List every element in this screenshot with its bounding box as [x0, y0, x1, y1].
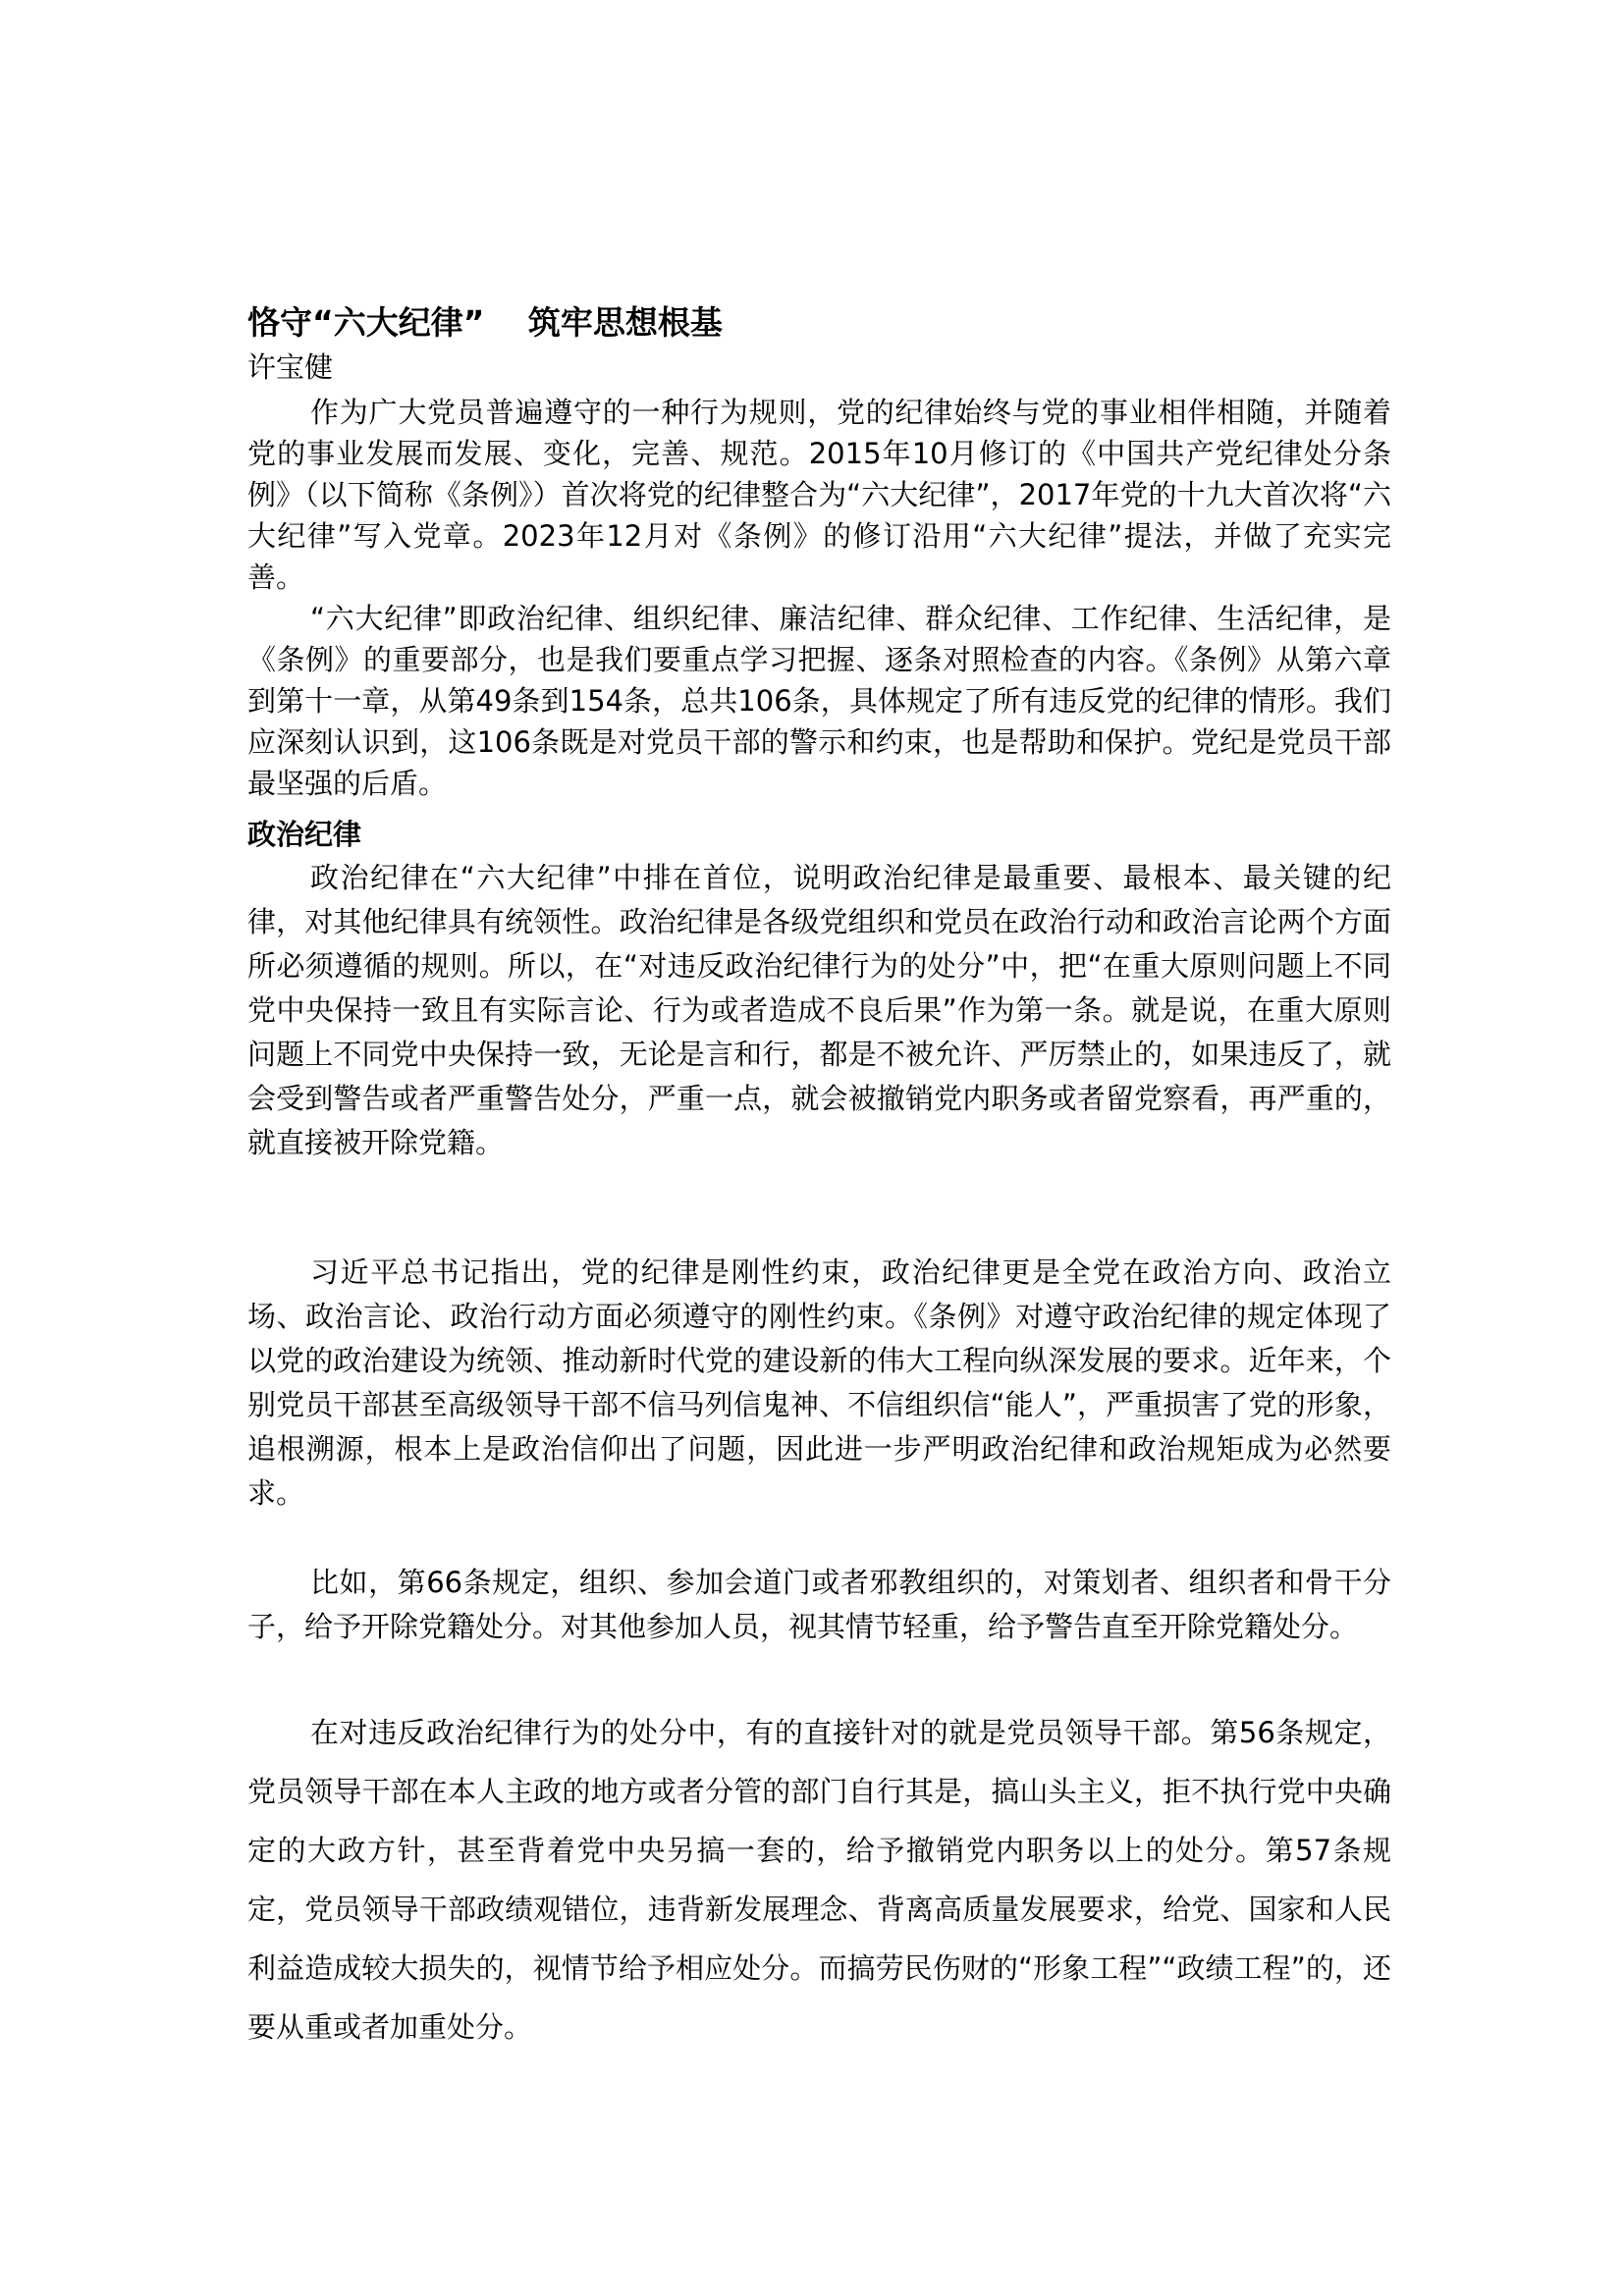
article-title: 恪守“六大纪律” 筑牢思想根基 — [247, 303, 723, 342]
paragraph-political-discipline: 政治纪律在“六大纪律”中排在首位，说明政治纪律是最重要、最根本、最关键的纪律，对其他纪律具有统领性。政治纪律是各级党组织和党员在政治行动和政治言论两个方面所必须遵循的规则。所以，在“对违反政治纪律行为的处分”中，把“在重大原则问题上不同党中央保持一致且有实际言论、行为或者造成不良后果”作为第一条。就是说，在重大原则问题上不同党中央保持一致，无论是言和行，都是不被允许、严厉禁止的，如果违反了，就会受到警告或者严重警告处分，严重一点，就会被撤销党内职务或者留党察看，再严重的，就直接被开除党籍。 — [247, 861, 1391, 1159]
section-heading-political: 政治纪律 — [247, 818, 362, 851]
paragraph-xi-remarks: 习近平总书记指出，党的纪律是刚性约束，政治纪律更是全党在政治方向、政治立场、政治言论、政治行动方面必须遵守的刚性约束。《条例》对遵守政治纪律的规定体现了以党的政治建设为统领、推动新时代党的建设新的伟大工程向纵深发展的要求。近年来，个别党员干部甚至高级领导干部不信马列信鬼神、不信组织信“能人”，严重损害了党的形象，追根溯源，根本上是政治信仰出了问题，因此进一步严明政治纪律和政治规矩成为必然要求。 — [247, 1255, 1391, 1510]
paragraph-six-disciplines: “六大纪律”即政治纪律、组织纪律、廉洁纪律、群众纪律、工作纪律、生活纪律，是《条例》的重要部分，也是我们要重点学习把握、逐条对照检查的内容。《条例》从第六章到第十一章，从第49条到154条，总共106条，具体规定了所有违反党的纪律的情形。我们应深刻认识到，这106条既是对党员干部的警示和约束，也是帮助和保护。党纪是党员干部最坚强的后盾。 — [247, 602, 1391, 800]
paragraph-intro: 作为广大党员普遍遵守的一种行为规则，党的纪律始终与党的事业相伴相随，并随着党的事业发展而发展、变化，完善、规范。2015年10月修订的《中国共产党纪律处分条例》（以下简称《条例》）首次将党的纪律整合为“六大纪律”，2017年党的十九大首次将“六大纪律”写入党章。2023年12月对《条例》的修订沿用“六大纪律”提法，并做了充实完善。 — [247, 396, 1391, 594]
article-author: 许宝健 — [247, 350, 334, 384]
paragraph-article-56-57: 在对违反政治纪律行为的处分中，有的直接针对的就是党员领导干部。第56条规定，党员领导干部在本人主政的地方或者分管的部门自行其是，搞山头主义，拒不执行党中央确定的大政方针，甚至背着党中央另搞一套的，给予撤销党内职务以上的处分。第57条规定，党员领导干部政绩观错位，违背新发展理念、背离高质量发展要求，给党、国家和人民利益造成较大损失的，视情节给予相应处分。而搞劳民伤财的“形象工程”“政绩工程”的，还要从重或者加重处分。 — [247, 1716, 1391, 2044]
paragraph-article-66: 比如，第66条规定，组织、参加会道门或者邪教组织的，对策划者、组织者和骨干分子，给予开除党籍处分。对其他参加人员，视其情节轻重，给予警告直至开除党籍处分。 — [247, 1566, 1391, 1643]
